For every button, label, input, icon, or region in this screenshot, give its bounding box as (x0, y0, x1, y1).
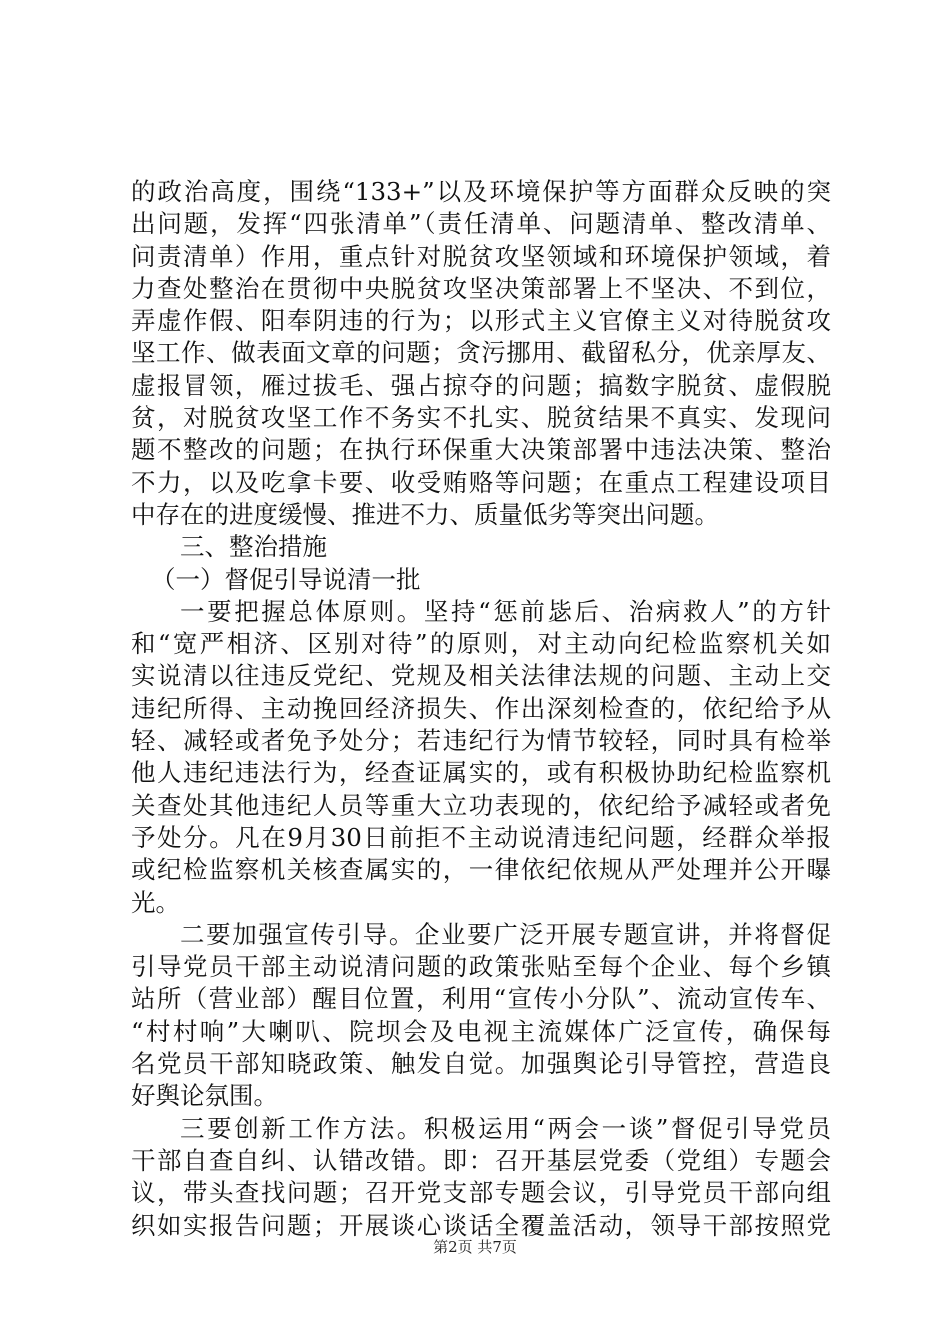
text-line: 虚报冒领，雁过拔毛、强占掠夺的问题；搞数字脱贫、虚假脱 (131, 370, 831, 400)
text-line: 问责清单）作用，重点针对脱贫攻坚领域和环境保护领域，着 (131, 241, 831, 271)
text-line: 引导党员干部主动说清问题的政策张贴至每个企业、每个乡镇 (131, 952, 831, 982)
text-line: 或纪检监察机关核查属实的，一律依纪依规从严处理并公开曝 (131, 855, 831, 885)
text-line: 干部自查自纠、认错改错。即：召开基层党委（党组）专题会 (131, 1145, 831, 1175)
text-line: 题不整改的问题；在执行环保重大决策部署中违法决策、整治 (131, 435, 831, 465)
text-line: 议，带头查找问题；召开党支部专题会议，引导党员干部向组 (131, 1178, 831, 1208)
text-line: 出问题，发挥“四张清单”（责任清单、问题清单、整改清单、 (131, 209, 831, 239)
subsection-heading: （一）督促引导说清一批 (151, 564, 421, 594)
document-body (131, 176, 831, 1242)
text-line: 弄虚作假、阳奉阴违的行为；以形式主义官僚主义对待脱贫攻 (131, 306, 831, 336)
text-line: 中存在的进度缓慢、推进不力、质量低劣等突出问题。 (131, 499, 719, 529)
text-line: 的政治高度，围绕“133+”以及环境保护等方面群众反映的突 (131, 177, 831, 206)
text-line: 织如实报告问题；开展谈心谈话全覆盖活动，领导干部按照党 (131, 1210, 831, 1240)
text-line: 关查处其他违纪人员等重大立功表现的，依纪给予减轻或者免 (131, 790, 831, 820)
text-line: 不力，以及吃拿卡要、收受贿赂等问题；在重点工程建设项目 (131, 467, 831, 497)
text-line: 站所（营业部）醒目位置，利用“宣传小分队”、流动宣传车、 (131, 984, 831, 1014)
text-line: 二要加强宣传引导。企业要广泛开展专题宣讲，并将督促 (180, 919, 831, 949)
page-footer (0, 1237, 950, 1257)
section-heading: 三、整治措施 (180, 532, 327, 562)
text-line: 名党员干部知晓政策、触发自觉。加强舆论引导管控，营造良 (131, 1049, 831, 1079)
text-line: 好舆论氛围。 (131, 1081, 278, 1111)
text-line: 一要把握总体原则。坚持“惩前毖后、治病救人”的方针 (180, 596, 831, 626)
text-line: 轻、减轻或者免予处分；若违纪行为情节较轻，同时具有检举 (131, 726, 831, 756)
text-line: 和“宽严相济、区别对待”的原则，对主动向纪检监察机关如 (131, 629, 831, 659)
text-line: 坚工作、做表面文章的问题；贪污挪用、截留私分，优亲厚友、 (131, 338, 831, 368)
text-line: 光。 (131, 887, 180, 917)
text-line: 贫，对脱贫攻坚工作不务实不扎实、脱贫结果不真实、发现问 (131, 403, 831, 433)
page-number: 第2页 共7页 (433, 1238, 517, 1256)
text-line: 力查处整治在贯彻中央脱贫攻坚决策部署上不坚决、不到位， (131, 273, 831, 303)
text-line: 予处分。凡在9月30日前拒不主动说清违纪问题，经群众举报 (131, 822, 831, 852)
text-line: 实说清以往违反党纪、党规及相关法律法规的问题、主动上交 (131, 661, 831, 691)
text-line: 违纪所得、主动挽回经济损失、作出深刻检查的，依纪给予从 (131, 693, 831, 723)
text-line: “村村响”大喇叭、院坝会及电视主流媒体广泛宣传，确保每 (131, 1016, 831, 1046)
text-line: 三要创新工作方法。积极运用“两会一谈”督促引导党员 (180, 1113, 831, 1143)
text-line: 他人违纪违法行为，经查证属实的，或有积极协助纪检监察机 (131, 758, 831, 788)
